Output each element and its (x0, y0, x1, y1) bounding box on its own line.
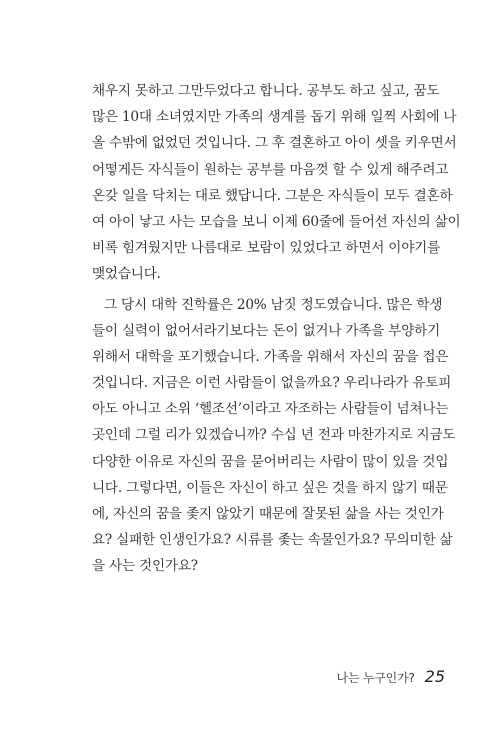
text-line: 곳인데 그럴 리가 있겠습니까? 수십 년 전과 마찬가지로 지금도 (92, 427, 456, 444)
paragraph-1 (92, 78, 461, 288)
text-line: 맺었습니다. (92, 266, 161, 283)
text-line: 여 아이 낳고 사는 모습을 보니 이제 60줄에 들어선 자신의 삶이 (92, 213, 461, 230)
text-line: 그 당시 대학 진학률은 20% 남짓 정도였습니다. 많은 학생 (104, 296, 443, 313)
text-line: 어떻게든 자식들이 원하는 공부를 마음껏 할 수 있게 해주려고 (92, 161, 449, 178)
text-line: 많은 10대 소녀였지만 가족의 생계를 돕기 위해 일찍 사회에 나 (92, 109, 457, 126)
text-line: 채우지 못하고 그만두었다고 합니다. 공부도 하고 싶고, 꿈도 (92, 83, 440, 99)
paragraph-2 (92, 292, 456, 580)
text-line: 비록 힘겨웠지만 나름대로 보람이 있었다고 하면서 이야기를 (92, 240, 441, 257)
text-line: 을 사는 것인가요? (92, 558, 198, 575)
text-line: 올 수밖에 없었던 것입니다. 그 후 결혼하고 아이 셋을 키우면서 (92, 135, 457, 152)
body-text (92, 78, 461, 580)
page-footer (337, 667, 446, 686)
page-number: 25 (424, 667, 445, 686)
text-line: 니다. 그렇다면, 이들은 자신이 하고 싶은 것을 하지 않기 때문 (92, 479, 448, 496)
text-line: 온갖 일을 닥치는 대로 했답니다. 그분은 자식들이 모두 결혼하 (92, 187, 453, 204)
text-line: 것입니다. 지금은 이런 사람들이 없을까요? 우리나라가 유토피 (92, 375, 452, 392)
text-line: 아도 아니고 소위 ‘헬조선’이라고 자조하는 사람들이 넘쳐나는 (92, 401, 449, 418)
text-line: 위해서 대학을 포기했습니다. 가족을 위해서 자신의 꿈을 접은 (92, 348, 449, 365)
text-line: 에, 자신의 꿈을 좇지 않았기 때문에 잘못된 삶을 사는 것인가 (92, 506, 444, 522)
text-line: 다양한 이유로 자신의 꿈을 묻어버리는 사람이 많이 있을 것입 (92, 453, 449, 470)
running-title: 나는 누구인가? (336, 671, 415, 685)
text-line: 들이 실력이 없어서라기보다는 돈이 없거나 가족을 부양하기 (92, 322, 441, 339)
text-line: 요? 실패한 인생인가요? 시류를 좇는 속물인가요? 무의미한 삶 (92, 532, 453, 549)
